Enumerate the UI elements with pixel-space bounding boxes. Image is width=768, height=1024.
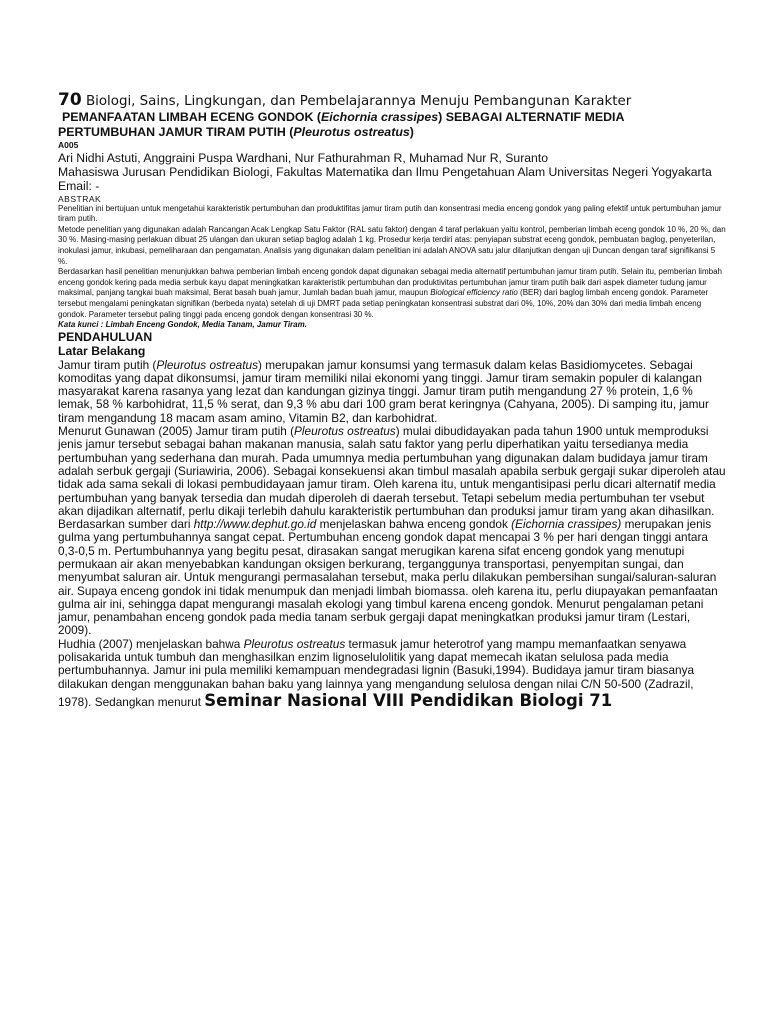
email: Email: - [58,179,100,194]
species-name: Pleurotus ostreatus [294,424,396,439]
body-text: Hudhia (2007) menjelaskan bahwa [58,636,244,651]
species-name: Pleurotus ostreatus [156,357,258,372]
subsection-heading: Latar Belakang [58,344,146,359]
affiliation: Mahasiswa Jurusan Pendidikan Biologi, Fakultas Matematika dan Ilmu Pengetahuan Alam Universitas Negeri Yogyakarta [58,165,712,180]
abstract-paragraph-2: Metode penelitian yang digunakan adalah Rancangan Acak Lengkap Satu Faktor (RAL satu faktor) dengan 4 taraf perlakuan yaitu kontrol, pemberian limbah eceng gondok 10 %, 20 %, dan 30 %. Masing-masing perlakuan dibuat 25 ulangan dan ukuran setiap baglog adalah 1 kg. Prosedur kerja terdiri atas: penyiapan substrat eceng gondok, pembuatan baglog, penyeterilan, inokulasi jamur, inkubasi, pemeliharaan dan pengamatan. Analisis yang digunakan dalam penelitian ini adalah ANOVA satu jalur dilanjutkan dengan uji Duncan dengan taraf signifikansi 5 %. [58,224,726,266]
abstract-heading: ABSTRAK [58,193,102,204]
intro-paragraph-2 [58,425,726,518]
intro-paragraph-1 [58,359,726,425]
source-url: http://www.dephut.go.id [193,517,317,532]
abstract-text: Berdasarkan hasil penelitian menunjukkan bahwa pemberian limbah enceng gondok dapat digunakan sebagai media alternatif pertumbuhan jamur tiram putih. Selain itu, pemberian limbah enceng gondok kering pada media serbuk kayu dapat meningkatkan karakteristik pertumbuhan dan produktivitas pertumbuhan jamur tiram putih baik dari aspek diameter tudung jamur maksimal, panjang tangkai buah maksimal, Berat basah buah jamur, Jumlah badan buah jamur, maupun [58,267,722,298]
abstract-text: (BER) dari baglog limbah enceng gondok. Parameter tersebut mengalami peningkatan signifikan (berbeda nyata) setelah di uji DMRT pada setiap peningkatan konsentrasi substrat dari 0%, 10%, 20% dan 30% dari media limbah enceng gondok. Parameter tersebut paling tinggi pada enceng gondok dengan konsentrasi 30 %. [58,288,709,319]
title-part: PEMANFAATAN LIMBAH ECENG GONDOK ( [62,110,322,124]
page-number: 70 [58,90,82,110]
intro-paragraph-4 [58,638,726,711]
species-name: Pleurotus ostreatus [243,636,346,651]
abstract-term: Biological efficiency ratio [430,288,518,298]
body-text: termasuk jamur heterotrof yang mampu memanfaatkan senyawa polisakarida untuk tumbuh dan menghasilkan enzim lignoselulolitik yang dapat memecah ikatan selulosa pada media pertumbuhannya. Jamur ini pula memiliki kemampuan mendegradasi lignin (Basuki,1994). Budidaya jamur tiram biasanya dilakukan dengan menggunakan bahan baku yang lainnya yang mengandung selulosa dengan nilai C/N 50-500 (Zadrazil, 1978). Sedangkan menurut [58,636,695,709]
article-code: A005 [58,140,79,150]
article-title-line2 [58,125,726,140]
authors: Ari Nidhi Astuti, Anggraini Puspa Wardhani, Nur Fathurahman R, Muhamad Nur R, Suranto [58,151,548,165]
body-text: Menurut Gunawan (2005) Jamur tiram putih ( [58,424,295,439]
running-header [58,92,726,110]
title-species: Pleurotus ostreatus [293,125,410,139]
body-text: Berdasarkan sumber dari [58,517,194,532]
running-footer: Seminar Nasional VIII Pendidikan Biologi 71 [204,690,613,710]
body-text: merupakan jenis gulma yang pertumbuhannya sangat cepat. Pertumbuhan enceng gondok dapat mencapai 3 % per hari dengan tinggi antara 0,3-0,5 m. Pertumbuhannya yang begitu pesat, dirasakan sangat merugikan karena sifat enceng gondok yang menutupi permukaan air akan menyebabkan kandungan oksigen berkurang, terganggunya transportasi, penyempitan sungai, dan menyumbat saluran air. Untuk mengurangi permasalahan tersebut, maka perlu dilakukan pembersihan sungai/saluran-saluran air. Supaya enceng gondok ini tidak menumpuk dan menjadi limbah biomassa. oleh karena itu, perlu diupayakan pemanfaatan gulma air ini, sehingga dapat mengurangi masalah ekologi yang timbul karena enceng gondok. Menurut pengalaman petani jamur, penambahan enceng gondok pada media tanam serbuk gergaji dapat meningkatkan produksi jamur tiram (Lestari, 2009). [58,517,718,638]
title-part: ) [409,125,414,139]
running-title: Biologi, Sains, Lingkungan, dan Pembelajarannya Menuju Pembangunan Karakter [85,94,632,109]
body-text: Jamur tiram putih ( [58,357,157,372]
species-name: (Eichornia crassipes) [511,517,622,532]
title-part: PERTUMBUHAN JAMUR TIRAM PUTIH ( [58,125,294,139]
body-text: ) merupakan jamur konsumsi yang termasuk dalam kelas Basidiomycetes. Sebagai komoditas yang dapat dikonsumsi, jamur tiram memiliki nilai ekonomi yang tinggi. Jamur tiram semakin populer di kalangan masyarakat karena rasanya yang lezat dan kandungan gizinya tinggi. Jamur tiram putih mengandung 27 % protein, 1,6 % lemak, 58 % karbohidrat, 11,5 % serat, dan 9,3 % abu dari 100 gram berat keringnya (Cahyana, 2005). Di samping itu, jamur tiram mengandung 18 macam asam amino, Vitamin B2, dan karbohidrat. [58,357,709,425]
title-part: ) SEBAGAI ALTERNATIF MEDIA [438,110,625,124]
page-content [58,92,726,711]
article-title [58,110,726,125]
body-text: menjelaskan bahwa enceng gondok [316,517,512,532]
abstract-paragraph-3 [58,267,726,320]
body-text: ) mulai dibudidayakan pada tahun 1900 untuk memproduksi jenis jamur tersebut sebagai bahan makanan manusia, salah satu faktor yang perlu diperhatikan yaitu tersedianya media pertumbuhan yang sederhana dan murah. Pada umumnya media pertumbuhan yang digunakan dalam budidaya jamur tiram adalah serbuk gergaji (Suriawiria, 2006). Sebagai konsekuensi akan timbul masalah apabila serbuk gergaji sukar diperoleh atau tidak ada sama sekali di lokasi pembudidayaan jamur tiram. Oleh karena itu, untuk mengantisipasi perlu dicari alternatif media pertumbuhan yang banyak tersedia dan mudah diperoleh di daerah tersebut. Tetapi sebelum media pertumbuhan ter vsebut akan dijadikan alternatif, perlu dikaji terlebih dahulu karakteristik pertumbuhan dan produksi jamur tiram yang akan dihasilkan. [58,424,726,518]
abstract-paragraph-1: Penelitian ini bertujuan untuk mengetahui karakteristik pertumbuhan dan produktifitas jamur tiram putih dan konsentrasi media enceng gondok yang paling efektif untuk pertumbuhan jamur tiram putih. [58,203,722,224]
intro-paragraph-3 [58,518,726,638]
section-heading: PENDAHULUAN [58,330,153,345]
title-species: Eichornia crassipes [321,110,439,124]
keywords: Kata kunci : Limbah Enceng Gondok, Media Tanam, Jamur Tiram. [58,320,307,330]
